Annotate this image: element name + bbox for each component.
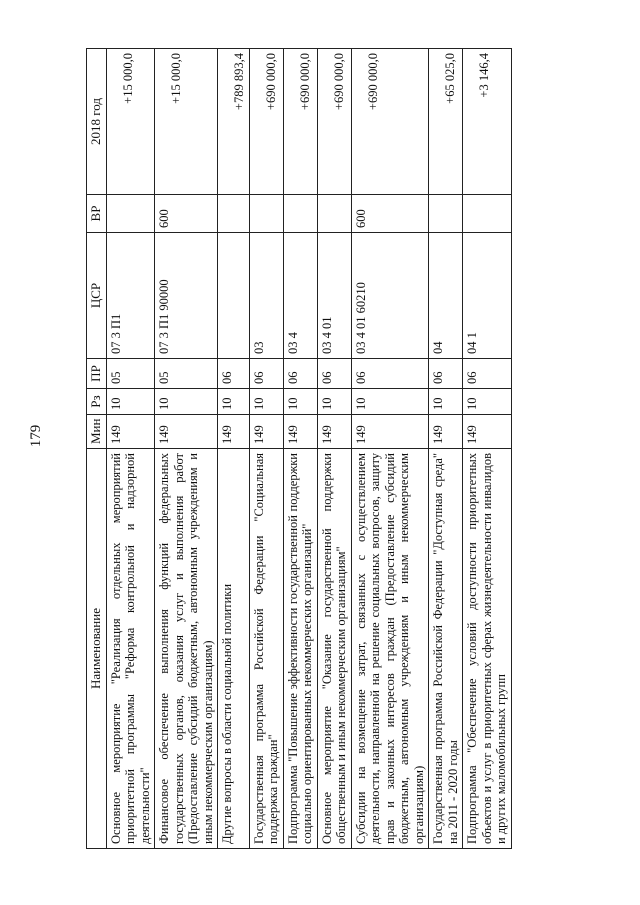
cell-pr: 06 [429, 359, 463, 389]
cell-pr: 06 [351, 359, 429, 389]
cell-rz: 10 [351, 389, 429, 415]
cell-min: 149 [249, 415, 283, 449]
cell-name: Финансовое обеспечение выполнения функций федеральных государственных органов, оказания услуг и выполнения работ (Предоставление субсидий бюджетным, автономным учреждениям и иным некоммерческим организациям) [155, 449, 218, 849]
cell-csr: 03 4 01 60210 [351, 233, 429, 359]
cell-min: 149 [351, 415, 429, 449]
cell-vr [106, 195, 155, 233]
cell-rz: 10 [317, 389, 351, 415]
cell-amount: +15 000,0 [106, 49, 155, 195]
table-row [249, 49, 283, 849]
cell-rz: 10 [249, 389, 283, 415]
cell-min: 149 [283, 415, 317, 449]
cell-csr: 07 3 П1 90000 [155, 233, 218, 359]
cell-min: 149 [106, 415, 155, 449]
cell-amount: +690 000,0 [249, 49, 283, 195]
cell-csr: 03 [249, 233, 283, 359]
cell-vr: 600 [351, 195, 429, 233]
cell-csr [218, 233, 250, 359]
cell-name: Государственная программа Российской Федерации "Социальная поддержка граждан" [249, 449, 283, 849]
cell-csr: 04 1 [463, 233, 512, 359]
cell-amount: +65 025,0 [429, 49, 463, 195]
cell-name: Другие вопросы в области социальной политики [218, 449, 250, 849]
cell-amount: +690 000,0 [317, 49, 351, 195]
header-rz: Рз [87, 389, 107, 415]
cell-rz: 10 [218, 389, 250, 415]
table-row [218, 49, 250, 849]
header-csr: ЦСР [87, 233, 107, 359]
table-row [317, 49, 351, 849]
header-name: Наименование [87, 449, 107, 849]
header-vr: ВР [87, 195, 107, 233]
table-row [283, 49, 317, 849]
cell-name: Подпрограмма "Обеспечение условий доступности приоритетных объектов и услуг в приоритетных сферах жизнедеятельности инвалидов и других маломобильных групп [463, 449, 512, 849]
cell-min: 149 [155, 415, 218, 449]
cell-vr [249, 195, 283, 233]
cell-pr: 06 [463, 359, 512, 389]
cell-vr [218, 195, 250, 233]
cell-min: 149 [218, 415, 250, 449]
rotated-page [86, 49, 566, 849]
cell-name: Основное мероприятие "Оказание государственной поддержки общественным и иным некоммерческим организациям" [317, 449, 351, 849]
cell-csr: 03 4 [283, 233, 317, 359]
cell-rz: 10 [463, 389, 512, 415]
cell-csr: 07 3 П1 [106, 233, 155, 359]
cell-rz: 10 [106, 389, 155, 415]
cell-amount: +789 893,4 [218, 49, 250, 195]
cell-csr: 04 [429, 233, 463, 359]
cell-pr: 06 [218, 359, 250, 389]
cell-min: 149 [429, 415, 463, 449]
header-min: Мин [87, 415, 107, 449]
cell-pr: 05 [155, 359, 218, 389]
header-year: 2018 год [87, 49, 107, 195]
cell-pr: 06 [249, 359, 283, 389]
page-number: 179 [28, 424, 44, 448]
cell-vr [283, 195, 317, 233]
cell-csr: 03 4 01 [317, 233, 351, 359]
table-header-row [87, 49, 107, 849]
cell-amount: +3 146,4 [463, 49, 512, 195]
table-row [106, 49, 155, 849]
cell-amount: +690 000,0 [283, 49, 317, 195]
cell-rz: 10 [429, 389, 463, 415]
cell-vr [463, 195, 512, 233]
cell-name: Субсидии на возмещение затрат, связанных с осуществлением деятельности, направленной на решение социальных вопросов, защиту прав и законных интересов граждан (Предоставление субсидий бюджетным, автономным учреждениям и иным некоммерческим организациям) [351, 449, 429, 849]
cell-amount: +690 000,0 [351, 49, 429, 195]
cell-rz: 10 [155, 389, 218, 415]
table-row [429, 49, 463, 849]
cell-amount: +15 000,0 [155, 49, 218, 195]
cell-vr: 600 [155, 195, 218, 233]
cell-rz: 10 [283, 389, 317, 415]
cell-pr: 06 [283, 359, 317, 389]
cell-name: Основное мероприятие "Реализация отдельных мероприятий приоритетной программы "Реформа контрольной и надзорной деятельности" [106, 449, 155, 849]
table-row [463, 49, 512, 849]
cell-vr [429, 195, 463, 233]
cell-min: 149 [317, 415, 351, 449]
cell-min: 149 [463, 415, 512, 449]
cell-name: Государственная программа Российской Федерации "Доступная среда" на 2011 - 2020 годы [429, 449, 463, 849]
cell-name: Подпрограмма "Повышение эффективности государственной поддержки социально ориентированных некоммерческих организаций" [283, 449, 317, 849]
cell-pr: 06 [317, 359, 351, 389]
header-pr: ПР [87, 359, 107, 389]
table-row [351, 49, 429, 849]
budget-table [86, 48, 512, 849]
cell-pr: 05 [106, 359, 155, 389]
cell-vr [317, 195, 351, 233]
table-row [155, 49, 218, 849]
